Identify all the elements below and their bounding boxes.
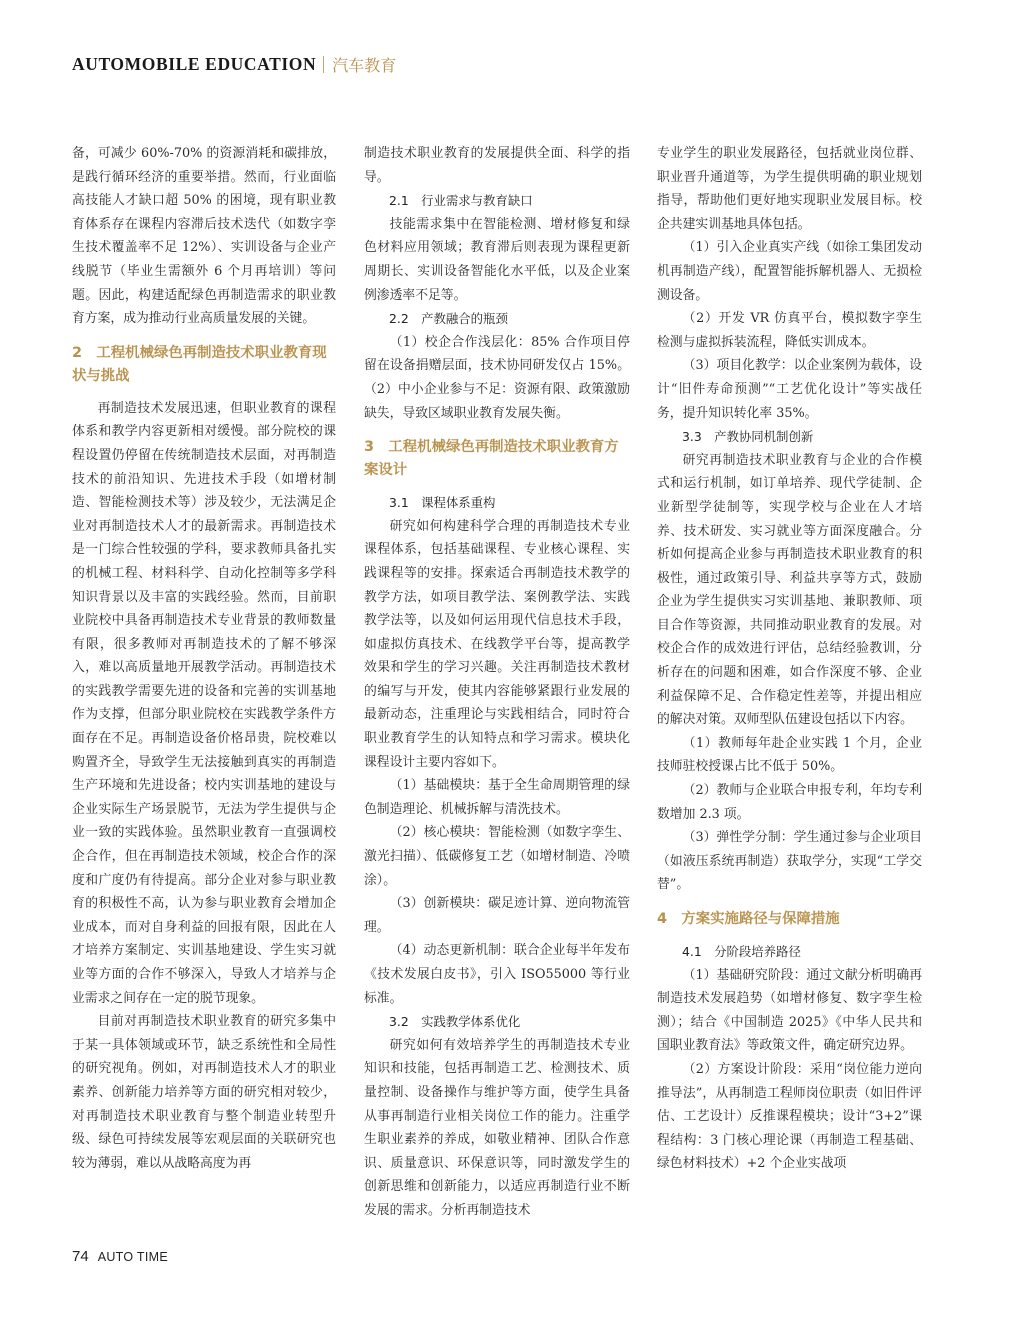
paragraph: 专业学生的职业发展路径，包括就业岗位群、职业晋升通道等，为学生提供明确的职业规划指导，帮助他们更好地实现职业发展目标。校企共建实训基地具体包括。	[657, 146, 922, 232]
list-item: （1）基础研究阶段：通过文献分析明确再制造技术发展趋势（如增材修复、数字孪生检测）；结合《中国制造 2025》《中华人民共和国职业教育法》等政策文件，确定研究边界。	[657, 967, 922, 1054]
paragraph: 制造技术职业教育的发展提供全面、科学的指导。	[364, 146, 630, 185]
paragraph: （1）校企合作浅层化：85% 合作项目停留在设备捐赠层面，技术协同研发仅占 15%。（2）中小企业参与不足：资源有限、政策激励缺失，导致区域职业教育发展失衡。	[364, 334, 630, 421]
paragraph: 技能需求集中在智能检测、增材修复和绿色材料应用领域；教育滞后则表现为课程更新周期长、实训设备智能化水平低，以及企业案例渗透率不足等。	[364, 216, 630, 303]
list-item: （3）创新模块：碳足迹计算、逆向物流管理。	[364, 896, 630, 935]
column-left	[72, 142, 336, 1175]
paragraph: 研究如何有效培养学生的再制造技术专业知识和技能，包括再制造工艺、检测技术、质量控制、设备操作与维护等方面，使学生具备从事再制造行业相关岗位工作的能力。注重学生职业素养的养成，如敬业精神、团队合作意识、质量意识、环保意识等，同时激发学生的创新思维和创新能力，以适应再制造行业不断发展的需求。分析再制造技术	[364, 1037, 630, 1218]
subsection-heading: 3.2 实践教学体系优化	[389, 1014, 521, 1030]
paragraph: 目前对再制造技术职业教育的研究多集中于某一具体领域或环节，缺乏系统性和全局性的研究视角。例如，对再制造技术人才的职业素养、创新能力培养等方面的研究相对较少，对再制造技术职业教育与整个制造业转型升级、绿色可持续发展等宏观层面的关联研究也较为薄弱，难以从战略高度为再	[72, 1014, 336, 1171]
paragraph: 研究如何构建科学合理的再制造技术专业课程体系，包括基础课程、专业核心课程、实践课程等的安排。探索适合再制造技术教学的教学方法，如项目教学法、案例教学法、实践教学法等，以及如何运用现代信息技术手段，如虚拟仿真技术、在线教学平台等，提高教学效果和学生的学习兴趣。关注再制造技术教材的编写与开发，使其内容能够紧跟行业发展的最新动态，注重理论与实践相结合，同时符合职业教育学生的认知特点和学习需求。模块化课程设计主要内容如下。	[364, 518, 630, 770]
paragraph: 备，可减少 60%-70% 的资源消耗和碳排放，是践行循环经济的重要举措。然而，行业面临高技能人才缺口超 50% 的困境，现有职业教育体系存在课程内容滞后技术迭代（如数字孪生技术覆盖率不足 12%）、实训设备与企业产线脱节（毕业生需额外 6 个月再培训）等问题。因此，构建适配绿色再制造需求的职业教育方案，成为推动行业高质量发展的关键。	[72, 146, 336, 327]
paragraph: 再制造技术发展迅速，但职业教育的课程体系和教学内容更新相对缓慢。部分院校的课程设置仍停留在传统制造技术层面，对再制造技术的前沿知识、先进技术手段（如增材制造、智能检测技术等）涉及较少，无法满足企业对再制造技术人才的最新需求。再制造技术是一门综合性较强的学科，要求教师具备扎实的机械工程、材料科学、自动化控制等多学科知识背景以及丰富的实践经验。然而，目前职业院校中具备再制造技术专业背景的教师数量有限，很多教师对再制造技术的了解不够深入，难以高质量地开展教学活动。再制造技术的实践教学需要先进的设备和完善的实训基地作为支撑，但部分职业院校在实践教学条件方面存在不足。再制造设备价格昂贵，院校难以购置齐全，导致学生无法接触到真实的再制造生产环境和先进设备；校内实训基地的建设与企业实际生产场景脱节，无法为学生提供与企业一致的实践体验。虽然职业教育一直强调校企合作，但在再制造技术领域，校企合作的深度和广度仍有待提高。部分企业对参与职业教育的积极性不高，认为参与职业教育会增加企业成本，而对自身利益的回报有限，因此在人才培养方案制定、实训基地建设、学生实习就业等方面的合作不够深入，导致人才培养与企业需求之间存在一定的脱节现象。	[72, 400, 336, 1006]
header-divider	[323, 56, 324, 73]
list-item: （2）核心模块：智能检测（如数字孪生、激光扫描）、低碳修复工艺（如增材制造、冷喷涂）。	[364, 825, 630, 888]
page-number: 74	[72, 1248, 89, 1265]
subsection-heading: 2.1 行业需求与教育缺口	[389, 193, 533, 209]
page-footer	[72, 1248, 168, 1265]
list-item: （1）教师每年赴企业实践 1 个月，企业技师驻校授课占比不低于 50%。	[657, 735, 922, 775]
subsection-heading: 3.1 课程体系重构	[389, 495, 496, 511]
list-item: （1）引入企业真实产线（如徐工集团发动机再制造产线），配置智能拆解机器人、无损检测设备。	[657, 240, 922, 303]
column-middle	[364, 142, 630, 1223]
list-item: （2）开发 VR 仿真平台，模拟数字孪生检测与虚拟拆装流程，降低实训成本。	[657, 311, 922, 350]
list-item: （2）方案设计阶段：采用“岗位能力逆向推导法”，从再制造工程师岗位职责（如旧件评估、工艺设计）反推课程模块；设计“3+2”课程结构：3 门核心理论课（再制造工程基础、绿色材料技术）+2 个企业实战项	[657, 1061, 922, 1172]
subsection-heading: 2.2 产教融合的瓶颈	[389, 311, 508, 327]
section-heading: 3 工程机械绿色再制造技术职业教育方案设计	[364, 439, 619, 479]
section-heading: 4 方案实施路径与保障措施	[657, 911, 840, 927]
column-right	[657, 142, 922, 1176]
list-item: （1）基础模块：基于全生命周期管理的绿色制造理论、机械拆解与清洗技术。	[364, 778, 630, 817]
list-item: （3）弹性学分制：学生通过参与企业项目（如液压系统再制造）获取学分，实现“工学交替”。	[657, 830, 922, 893]
journal-section-cn: 汽车教育	[332, 55, 397, 75]
list-item: （4）动态更新机制：联合企业每半年发布《技术发展白皮书》，引入 ISO55000 等行业标准。	[364, 943, 630, 1006]
section-heading: 2 工程机械绿色再制造技术职业教育现状与挑战	[72, 344, 327, 384]
paragraph: 研究再制造技术职业教育与企业的合作模式和运行机制，如订单培养、现代学徒制、企业新型学徒制等，实现学校与企业在人才培养、技术研发、实习就业等方面深度融合。分析如何提高企业参与再制造技术职业教育的积极性，通过政策引导、利益共享等方式，鼓励企业为学生提供实习实训基地、兼职教师、项目合作等资源，共同推动职业教育的发展。对校企合作的成效进行评估，总结经验教训，分析存在的问题和困难，如合作深度不够、企业利益保障不足、合作稳定性差等，并提出相应的解决对策。双师型队伍建设包括以下内容。	[657, 452, 922, 728]
magazine-name: AUTO TIME	[97, 1250, 168, 1264]
journal-title-en: AUTOMOBILE EDUCATION	[72, 53, 317, 74]
page-header	[72, 50, 396, 78]
list-item: （3）项目化教学：以企业案例为载体，设计“旧件寿命预测”“工艺优化设计”等实战任务，提升知识转化率 35%。	[657, 358, 922, 421]
subsection-heading: 3.3 产教协同机制创新	[682, 429, 814, 445]
list-item: （2）教师与企业联合申报专利，年均专利数增加 2.3 项。	[657, 783, 922, 822]
subsection-heading: 4.1 分阶段培养路径	[682, 944, 801, 959]
